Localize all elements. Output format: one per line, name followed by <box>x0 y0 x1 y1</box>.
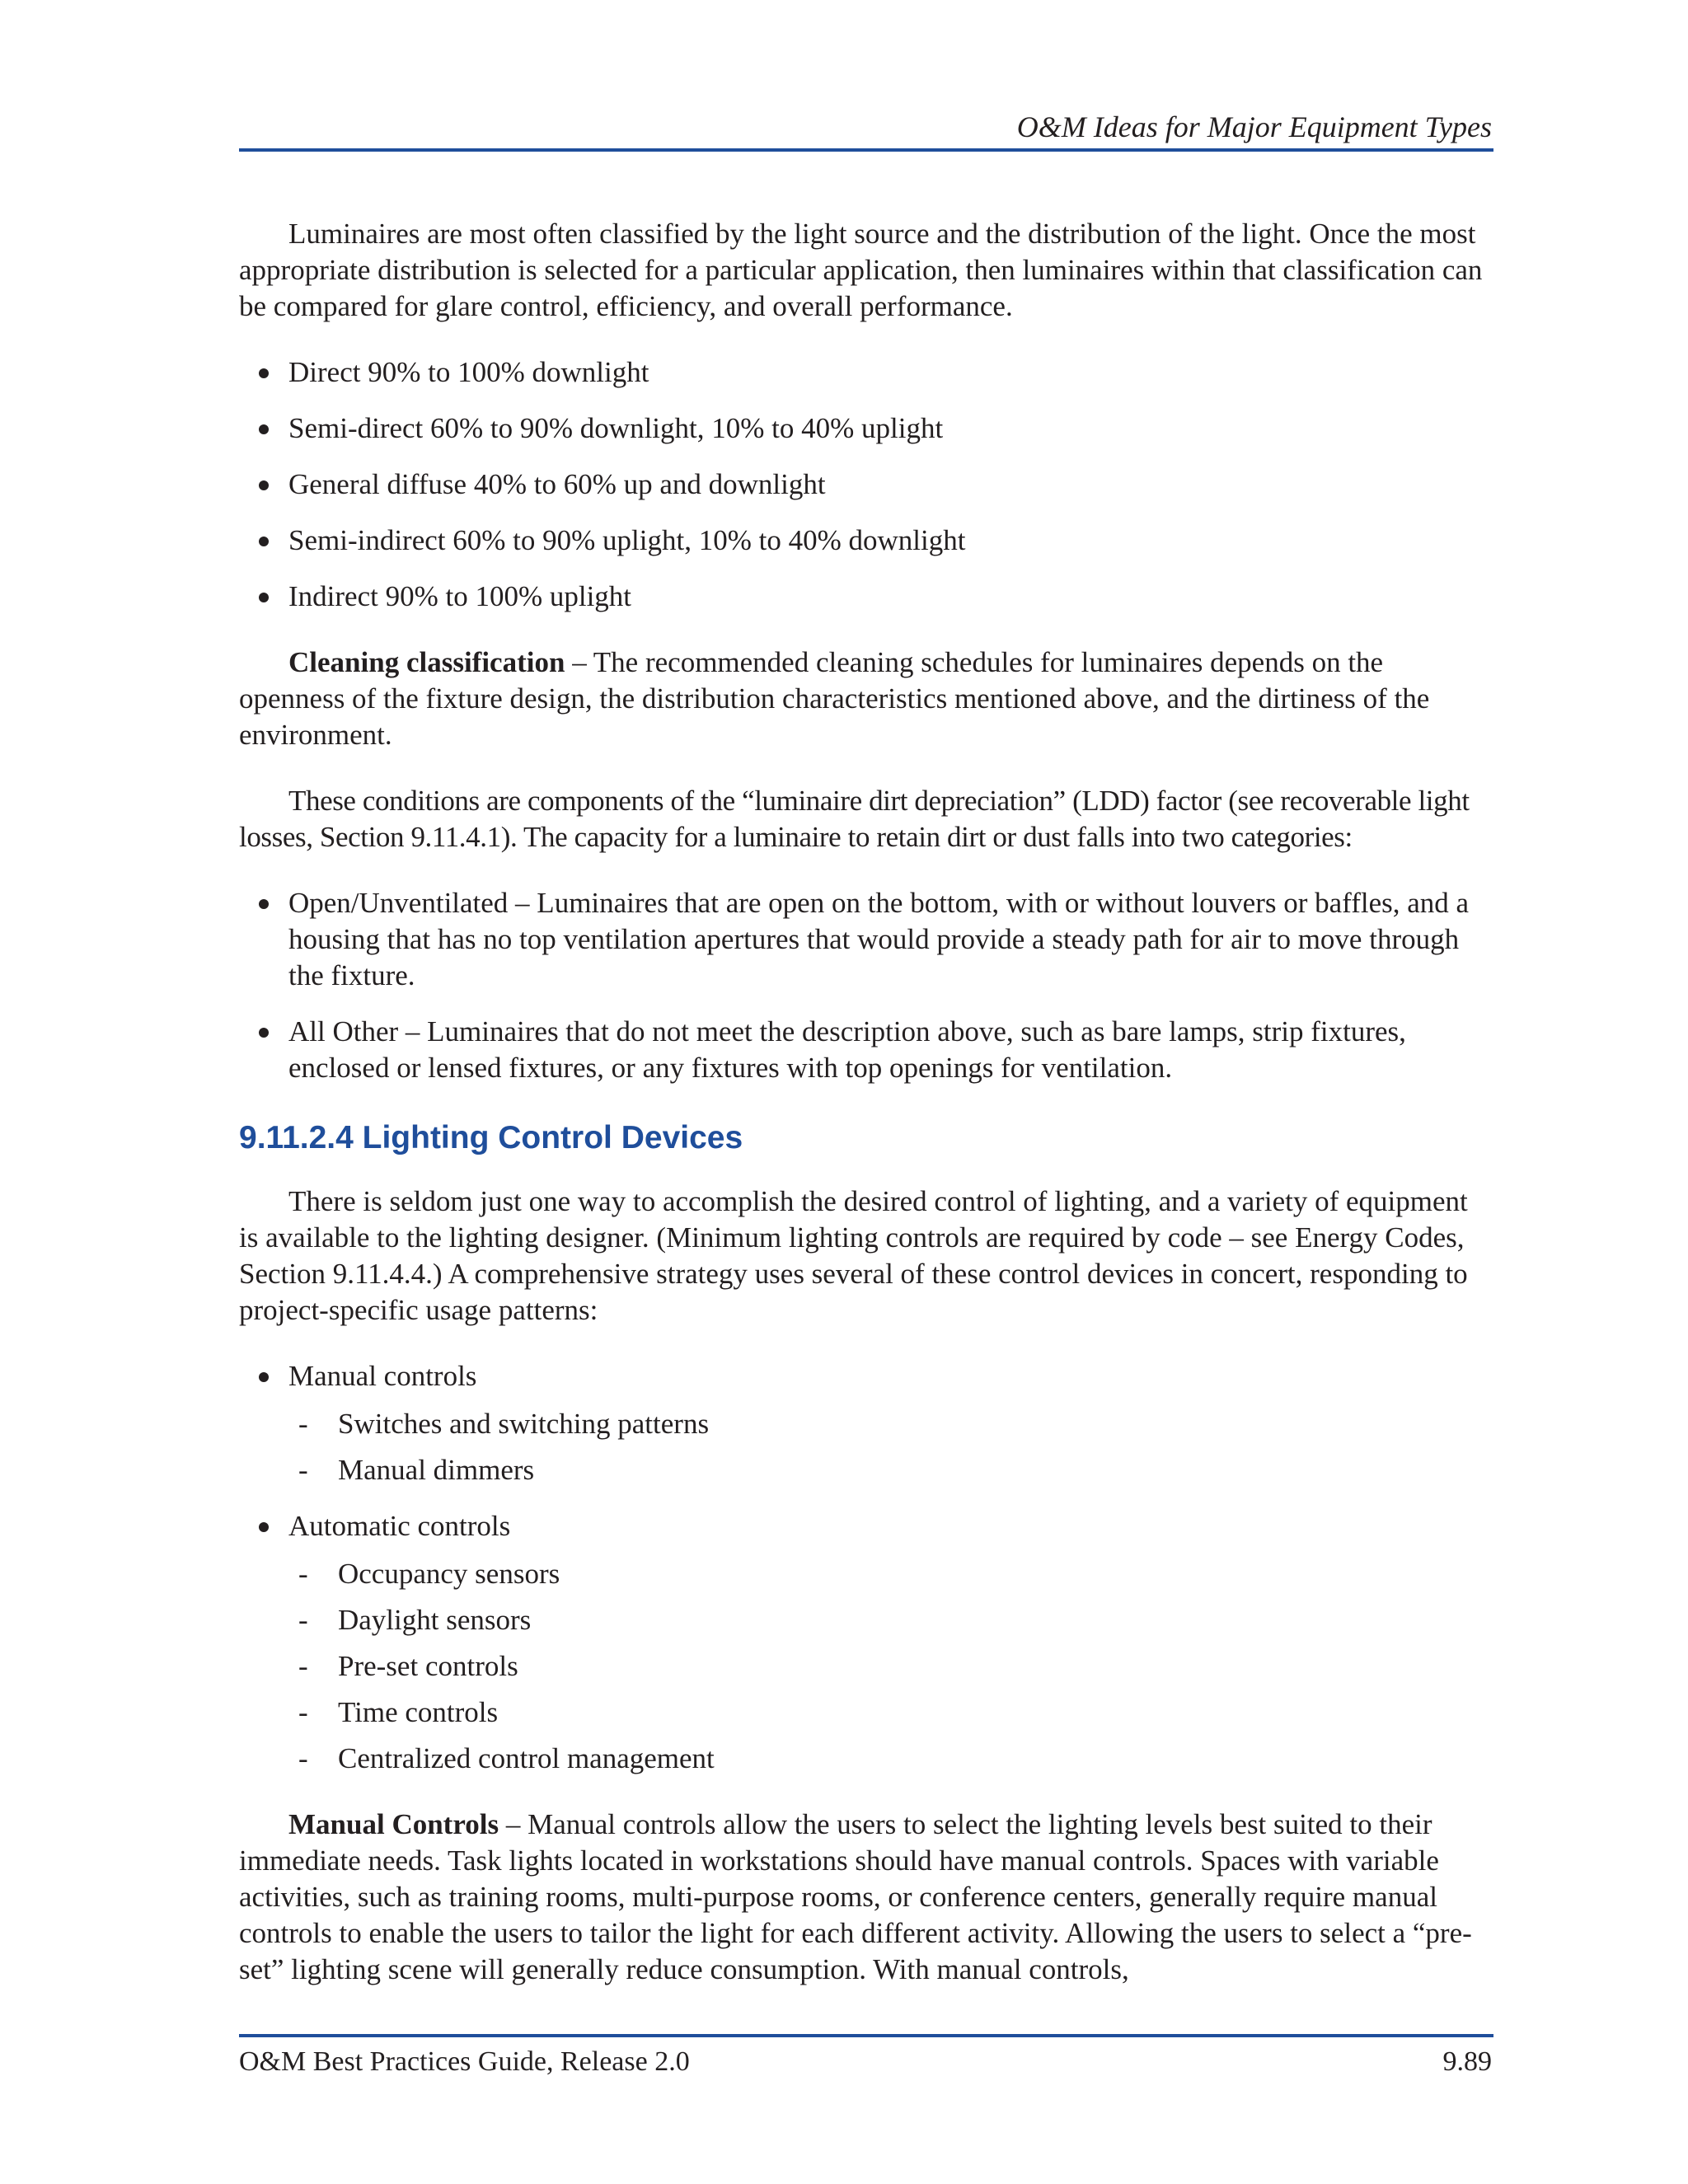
ldd-paragraph: These conditions are components of the “luminaire dirt depreciation” (LDD) factor (see recoverable light losses, Section 9.11.4.1). The capacity for a luminaire to retain dirt or dust falls into two categories: <box>239 785 1470 853</box>
sub-list <box>288 1406 1492 1488</box>
sub-list-item-text: Pre-set controls <box>338 1650 518 1682</box>
distribution-list <box>239 354 1492 615</box>
sub-list-item-text: Centralized control management <box>338 1742 715 1774</box>
list-item: Direct 90% to 100% downlight <box>239 354 1492 391</box>
dash-marker: - <box>298 1650 308 1682</box>
manual-text: – Manual controls allow the users to select the lighting levels best suited to their immediate needs. Task lights located in workstations should have manual controls. Spaces with variable activities, such as training rooms, multi-purpose rooms, or conference centers, generally require manual controls to enable the users to tailor the light for each different activity. Allowing the users to select a “pre-set” lighting scene will generally reduce consumption. With manual controls, <box>239 1808 1472 1985</box>
sub-list-item <box>288 1602 1492 1638</box>
list-item-label: Automatic controls <box>288 1510 511 1542</box>
dash-marker: - <box>298 1558 308 1590</box>
sub-list-item-text: Manual dimmers <box>338 1454 535 1486</box>
sub-list-item <box>288 1406 1492 1442</box>
dash-marker: - <box>298 1742 308 1774</box>
sub-list-item-text: Daylight sensors <box>338 1604 532 1636</box>
list-item: General diffuse 40% to 60% up and downlight <box>239 466 1492 503</box>
sub-list <box>288 1556 1492 1777</box>
list-item <box>239 1358 1492 1488</box>
sub-list-item-text: Time controls <box>338 1696 499 1728</box>
dash-marker: - <box>298 1604 308 1636</box>
manual-controls-paragraph <box>239 1807 1492 1988</box>
header-rule <box>239 148 1493 152</box>
sub-list-item-text: Switches and switching patterns <box>338 1408 710 1440</box>
cleaning-lead: Cleaning classification <box>288 646 565 678</box>
list-item: Semi-direct 60% to 90% downlight, 10% to 40% uplight <box>239 410 1492 447</box>
sub-list-item <box>288 1556 1492 1592</box>
dash-marker: - <box>298 1696 308 1728</box>
controls-list <box>239 1358 1492 1777</box>
list-item: Open/Unventilated – Luminaires that are open on the bottom, with or without louvers or baffles, and a housing that has no top ventilation apertures that would provide a steady path for air to move through the fixture. <box>239 885 1492 994</box>
list-item-label: Manual controls <box>288 1360 477 1392</box>
sub-list-item <box>288 1648 1492 1685</box>
dash-marker: - <box>298 1408 308 1440</box>
dirt-categories-list <box>239 885 1492 1086</box>
list-item: Indirect 90% to 100% uplight <box>239 579 1492 615</box>
footer-title: O&M Best Practices Guide, Release 2.0 <box>239 2046 690 2077</box>
dash-marker: - <box>298 1454 308 1486</box>
sub-list-item <box>288 1452 1492 1488</box>
cleaning-text: – The recommended cleaning schedules for luminaires depends on the openness of the fixture design, the distribution characteristics mentioned above, and the dirtiness of the environment. <box>239 646 1430 751</box>
section-heading: 9.11.2.4 Lighting Control Devices <box>239 1120 743 1155</box>
sub-list-item <box>288 1741 1492 1777</box>
sub-list-item-text: Occupancy sensors <box>338 1558 560 1590</box>
footer-rule <box>239 2034 1493 2037</box>
manual-lead: Manual Controls <box>288 1808 499 1840</box>
page-number: 9.89 <box>1442 2046 1492 2077</box>
list-item: All Other – Luminaires that do not meet the description above, such as bare lamps, strip fixtures, enclosed or lensed fixtures, or any fixtures with top openings for ventilation. <box>239 1014 1492 1086</box>
list-item <box>239 1508 1492 1777</box>
running-header: O&M Ideas for Major Equipment Types <box>1016 110 1492 143</box>
page-body <box>239 216 1492 2018</box>
cleaning-paragraph <box>239 644 1492 753</box>
intro-paragraph: Luminaires are most often classified by the light source and the distribution of the light. Once the most appropriate distribution is selected for a particular application, then luminaires within that classification can be compared for glare control, efficiency, and overall performance. <box>239 218 1483 322</box>
controls-paragraph: There is seldom just one way to accomplish the desired control of lighting, and a variety of equipment is available to the lighting designer. (Minimum lighting controls are required by code – see Energy Codes, Section 9.11.4.4.) A comprehensive strategy uses several of these control devices in concert, responding to project-specific usage patterns: <box>239 1185 1468 1326</box>
list-item: Semi-indirect 60% to 90% uplight, 10% to 40% downlight <box>239 523 1492 559</box>
sub-list-item <box>288 1694 1492 1731</box>
